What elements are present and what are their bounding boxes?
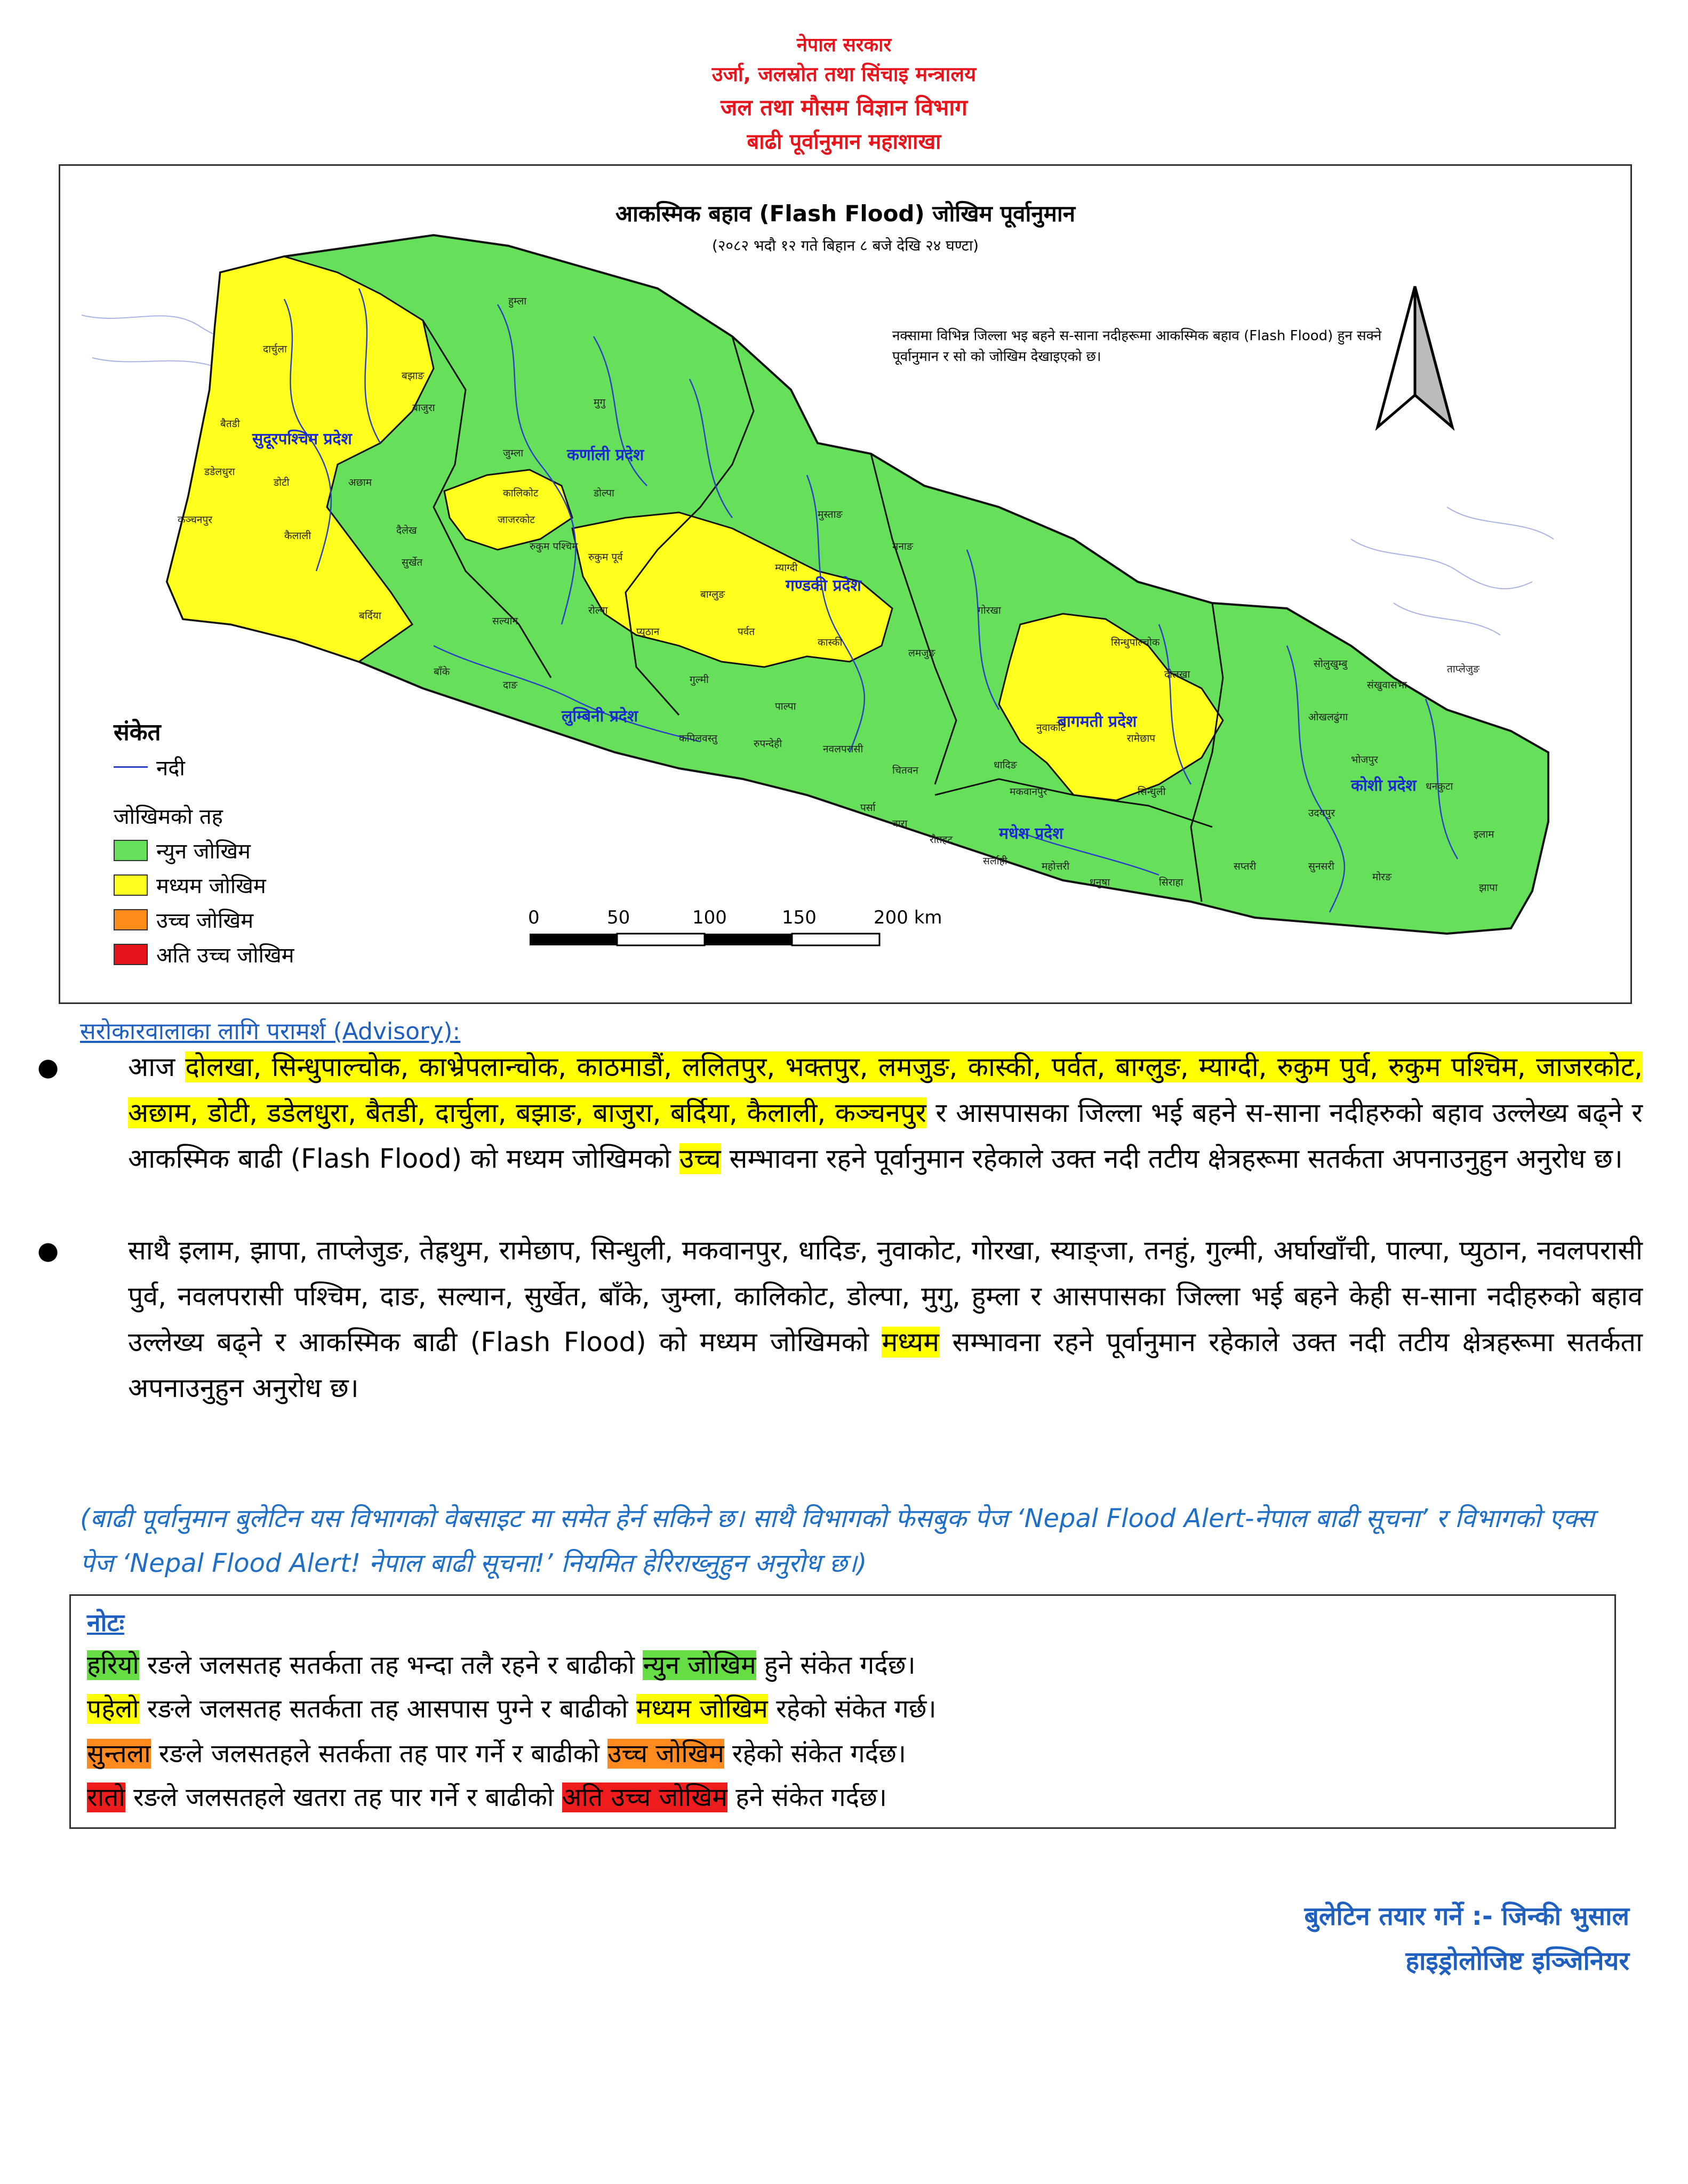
legend-level-low — [114, 836, 294, 865]
note-text: रहेको संकेत गर्दछ। — [724, 1739, 906, 1769]
district-label: डोटी — [274, 477, 290, 488]
district-label: गोरखा — [978, 605, 1001, 616]
legend-risk-title: जोखिमको तह — [114, 805, 223, 829]
district-label: इलाम — [1474, 829, 1494, 840]
note-text: रहेको संकेत गर्छ। — [767, 1694, 937, 1724]
legend-level-label: न्युन जोखिम — [156, 839, 251, 864]
district-label: नवलपरासी — [823, 743, 863, 755]
district-label: भोजपुर — [1351, 754, 1378, 766]
district-label: ओखलढुंगा — [1308, 711, 1348, 723]
division-name: बाढी पूर्वानुमान महाशाखा — [747, 130, 941, 154]
province-label: सुदूरपश्चिम प्रदेश — [252, 430, 352, 448]
highlighted-level: मध्यम — [882, 1327, 940, 1358]
risk-level: मध्यम जोखिम — [636, 1694, 768, 1724]
map-title: आकस्मिक बहाव (Flash Flood) जोखिम पूर्वानुमान — [615, 200, 1076, 227]
district-label: दैलेख — [396, 525, 417, 536]
district-label: बाँके — [434, 666, 450, 678]
district-label: दाङ — [503, 679, 518, 691]
district-label: धनुषा — [1090, 877, 1110, 888]
district-label: रामेछाप — [1127, 733, 1156, 744]
province-label: गण्डकी प्रदेश — [786, 576, 861, 595]
district-label: हुम्ला — [508, 295, 527, 307]
district-label: ताप्लेजुङ — [1447, 663, 1480, 675]
province-label: बागमती प्रदेश — [1058, 712, 1137, 731]
map-legend — [114, 715, 294, 969]
district-label: डडेलधुरा — [204, 466, 235, 478]
bullet-icon: ● — [37, 1053, 59, 1081]
district-label: सप्तरी — [1234, 861, 1257, 872]
district-label: उदयपुर — [1308, 807, 1335, 819]
district-label: जाजरकोट — [498, 514, 535, 526]
district-label: महोत्तरी — [1042, 861, 1070, 872]
gov-name: नेपाल सरकार — [796, 34, 892, 56]
district-label: रुकुम पश्चिम — [530, 541, 578, 552]
district-label: जुम्ला — [503, 447, 524, 459]
color-word: सुन्तला — [87, 1739, 151, 1769]
district-label: पाल्पा — [775, 701, 796, 712]
scale-labels — [528, 907, 1012, 934]
note-box — [69, 1594, 1616, 1829]
note-text: हने संकेत गर्दछ। — [727, 1782, 887, 1812]
district-label: कपिलवस्तु — [679, 733, 717, 744]
scale-tick: 0 — [528, 907, 540, 928]
flash-flood-map — [59, 164, 1632, 1004]
high-risk-swatch — [114, 909, 148, 930]
district-label: पर्सा — [860, 802, 876, 814]
scale-tick: 150 — [782, 907, 817, 928]
highlighted-level: उच्च — [679, 1143, 721, 1174]
district-label: म्याग्दी — [775, 562, 798, 574]
district-label: रौतहट — [930, 834, 953, 846]
low-risk-swatch — [114, 840, 148, 861]
note-heading: नोटः — [87, 1608, 124, 1637]
district-label: मनाङ — [892, 541, 913, 552]
note-row-red — [87, 1779, 887, 1814]
scale-bar — [530, 934, 879, 945]
advisory-heading: सरोकारवालाका लागि परामर्श (Advisory): — [80, 1018, 461, 1045]
legend-level-medium — [114, 870, 294, 900]
department-name: जल तथा मौसम विज्ञान विभाग — [721, 94, 967, 121]
medium-risk-swatch — [114, 874, 148, 896]
district-label: लमजुङ — [908, 647, 935, 659]
district-label: रुकुम पूर्व — [588, 551, 623, 563]
color-word: हरियो — [87, 1650, 139, 1680]
district-label: अछाम — [348, 477, 372, 488]
legend-level-label: मध्यम जोखिम — [156, 874, 266, 898]
district-label: प्युठान — [636, 626, 660, 638]
note-text: हुने संकेत गर्दछ। — [756, 1650, 916, 1680]
scale-tick: 100 — [692, 907, 727, 928]
map-subtitle: (२०८२ भदौ १२ गते बिहान ८ बजे देखि २४ घण्टा) — [711, 237, 979, 254]
district-label: मुगु — [594, 397, 606, 408]
color-word: पहेलो — [87, 1694, 139, 1724]
district-label: डोल्पा — [594, 487, 614, 499]
advisory-text: साथै इलाम, झापा, ताप्लेजुङ, तेह्रथुम, रामेछाप, सिन्धुली, मकवानपुर, धादिङ, नुवाकोट, गोरखा, स्याङ्जा, तनहुं, गुल्मी, अर्घाखाँची, पाल्पा, प्युठान, नवलपरासी पुर्व, नवलपरासी पश्चिम, दाङ, सल्यान, सुर्खेत, बाँके, जुम्ला, कालिकोट, डोल्पा, मुगु, हुम्ला र आसपासका जिल्ला भई बहने केही स-साना नदीहरुको बहाव उल्लेख्य बढ्ने र आकस्मिक बाढी (Flash Flood) को मध्यम जोखिमको — [128, 1235, 1643, 1358]
district-label: बैतडी — [220, 418, 240, 430]
note-text: रङले जलसतहले खतरा तह पार गर्ने र बाढीको — [125, 1782, 562, 1812]
risk-level: न्युन जोखिम — [643, 1650, 756, 1680]
map-note: नक्सामा विभिन्न जिल्ला भइ बहने स-साना नदीहरूमा आकस्मिक बहाव (Flash Flood) हुन सक्ने पूर्वानुमान र सो को जोखिम देखाइएको छ। — [892, 328, 1382, 365]
district-label: झापा — [1479, 882, 1498, 894]
legend-level-high — [114, 905, 294, 934]
author-title: हाइड्रोलोजिष्ट इञ्जिनियर — [1405, 1946, 1629, 1976]
legend-level-very-high — [114, 940, 294, 969]
risk-level: अति उच्च जोखिम — [562, 1782, 727, 1812]
district-label: बारा — [892, 818, 908, 830]
note-text: रङले जलसतहले सतर्कता तह पार गर्ने र बाढीको — [150, 1739, 608, 1769]
river-line-icon — [114, 766, 148, 768]
district-label: मुस्ताङ — [818, 509, 843, 520]
risk-level: उच्च जोखिम — [607, 1739, 724, 1769]
color-word: रातो — [87, 1782, 125, 1812]
district-label: पर्वत — [738, 626, 755, 638]
district-label: कैलाली — [284, 530, 311, 542]
note-row-orange — [87, 1736, 906, 1770]
district-label: सोलुखुम्बु — [1314, 658, 1348, 670]
district-label: सुर्खेत — [402, 557, 423, 568]
advisory-bullet-1 — [37, 1044, 1643, 1182]
legend-river — [114, 752, 294, 782]
district-label: रोल्पा — [588, 605, 608, 616]
note-row-yellow — [87, 1691, 937, 1725]
district-label: सर्लाही — [983, 855, 1007, 867]
district-label: बझाङ — [402, 370, 425, 382]
district-label: कालिकोट — [503, 487, 539, 499]
district-label: कास्की — [818, 637, 843, 648]
note-text: रङले जलसतह सतर्कता तह भन्दा तलै रहने र बाढीको — [139, 1650, 643, 1680]
district-label: संखुवासभा — [1367, 679, 1407, 691]
ministry-name: उर्जा, जलस्रोत तथा सिंचाइ मन्त्रालय — [711, 62, 977, 86]
scale-tick: 50 — [607, 907, 630, 928]
province-label: कर्णाली प्रदेश — [567, 446, 644, 464]
district-label: कञ्चनपुर — [178, 514, 213, 526]
website-note: (बाढी पूर्वानुमान बुलेटिन यस विभागको वेबसाइट मा समेत हेर्न सकिने छ। साथै विभागको फेसबुक पेज ‘Nepal Flood Alert-नेपाल बाढी सूचना’ र विभागको एक्स पेज ‘Nepal Flood Alert! नेपाल बाढी सूचना!’ नियमित हेरिराख्नुहुन अनुरोध छ।) — [80, 1504, 1595, 1578]
district-label: दोलखा — [1164, 669, 1190, 680]
district-label: सल्यान — [492, 615, 518, 627]
note-row-green — [87, 1647, 916, 1682]
scale-tick: 200 km — [874, 907, 942, 928]
district-label: बाजुरा — [412, 402, 435, 414]
legend-river-label: नदी — [156, 756, 185, 781]
legend-title: संकेत — [114, 719, 161, 746]
highlighted-districts: दोलखा, सिन्धुपाल्चोक, काभ्रेपलान्चोक, काठमाडौं, ललितपुर, भक्तपुर, लमजुङ, कास्की, पर्वत, बाग्लुङ, म्याग्दी, रुकुम पुर्व, रुकुम पश्चिम, जाजरकोट, अछाम, डोटी, डडेलधुरा, बैतडी, दार्चुला, बझाङ, बाजुरा, बर्दिया, कैलाली, कञ्चनपुर — [128, 1051, 1643, 1128]
district-label: मकवानपुर — [1010, 786, 1047, 798]
province-label: कोशी प्रदेश — [1351, 776, 1417, 795]
district-label: मोरङ — [1372, 871, 1392, 883]
legend-level-label: अति उच्च जोखिम — [156, 943, 294, 968]
bulletin-author: बुलेटिन तयार गर्ने :- जिन्की भुसाल — [1304, 1901, 1629, 1931]
advisory-text: सम्भावना रहने पूर्वानुमान रहेकाले उक्त नदी तटीय क्षेत्रहरूमा सतर्कता अपनाउनुहुन अनुरोध छ। — [721, 1143, 1623, 1174]
district-label: धनकुटा — [1426, 781, 1453, 792]
province-label: मधेश प्रदेश — [999, 824, 1063, 843]
district-label: बर्दिया — [359, 610, 381, 622]
province-label: लुम्बिनी प्रदेश — [562, 707, 638, 726]
district-label: सिन्धुली — [1138, 786, 1166, 798]
district-label: नुवाकोट — [1036, 722, 1066, 734]
very-high-risk-swatch — [114, 944, 148, 965]
advisory-bullet-2 — [37, 1227, 1643, 1411]
district-label: गुल्मी — [690, 674, 709, 686]
bullet-icon: ● — [37, 1236, 59, 1265]
district-label: सिन्धुपाल्चोक — [1111, 637, 1160, 648]
district-label: सिराहा — [1159, 877, 1183, 888]
district-label: चितवन — [892, 765, 918, 776]
district-label: धादिङ — [994, 759, 1017, 771]
note-text: रङले जलसतह सतर्कता तह आसपास पुग्ने र बाढीको — [139, 1694, 636, 1724]
legend-level-label: उच्च जोखिम — [156, 909, 254, 933]
advisory-text: आज — [128, 1051, 186, 1082]
district-label: रुपन्देही — [754, 738, 782, 750]
district-label: सुनसरी — [1308, 861, 1334, 872]
advisory-text: सम्भावना रहने पूर्वानुमान रहेकाले उक्त नदी तटीय क्षेत्रहरूमा सतर्कता अपनाउनुहुन अनुरोध छ। — [128, 1327, 1643, 1403]
district-label: बाग्लुङ — [700, 589, 725, 600]
advisory-text: र आसपासका जिल्ला भई बहने स-साना नदीहरुको बहाव उल्लेख्य बढ्ने र आकस्मिक बाढी (Flash Flood) को मध्यम जोखिमको — [128, 1097, 1643, 1174]
district-label: दार्चुला — [263, 343, 287, 355]
